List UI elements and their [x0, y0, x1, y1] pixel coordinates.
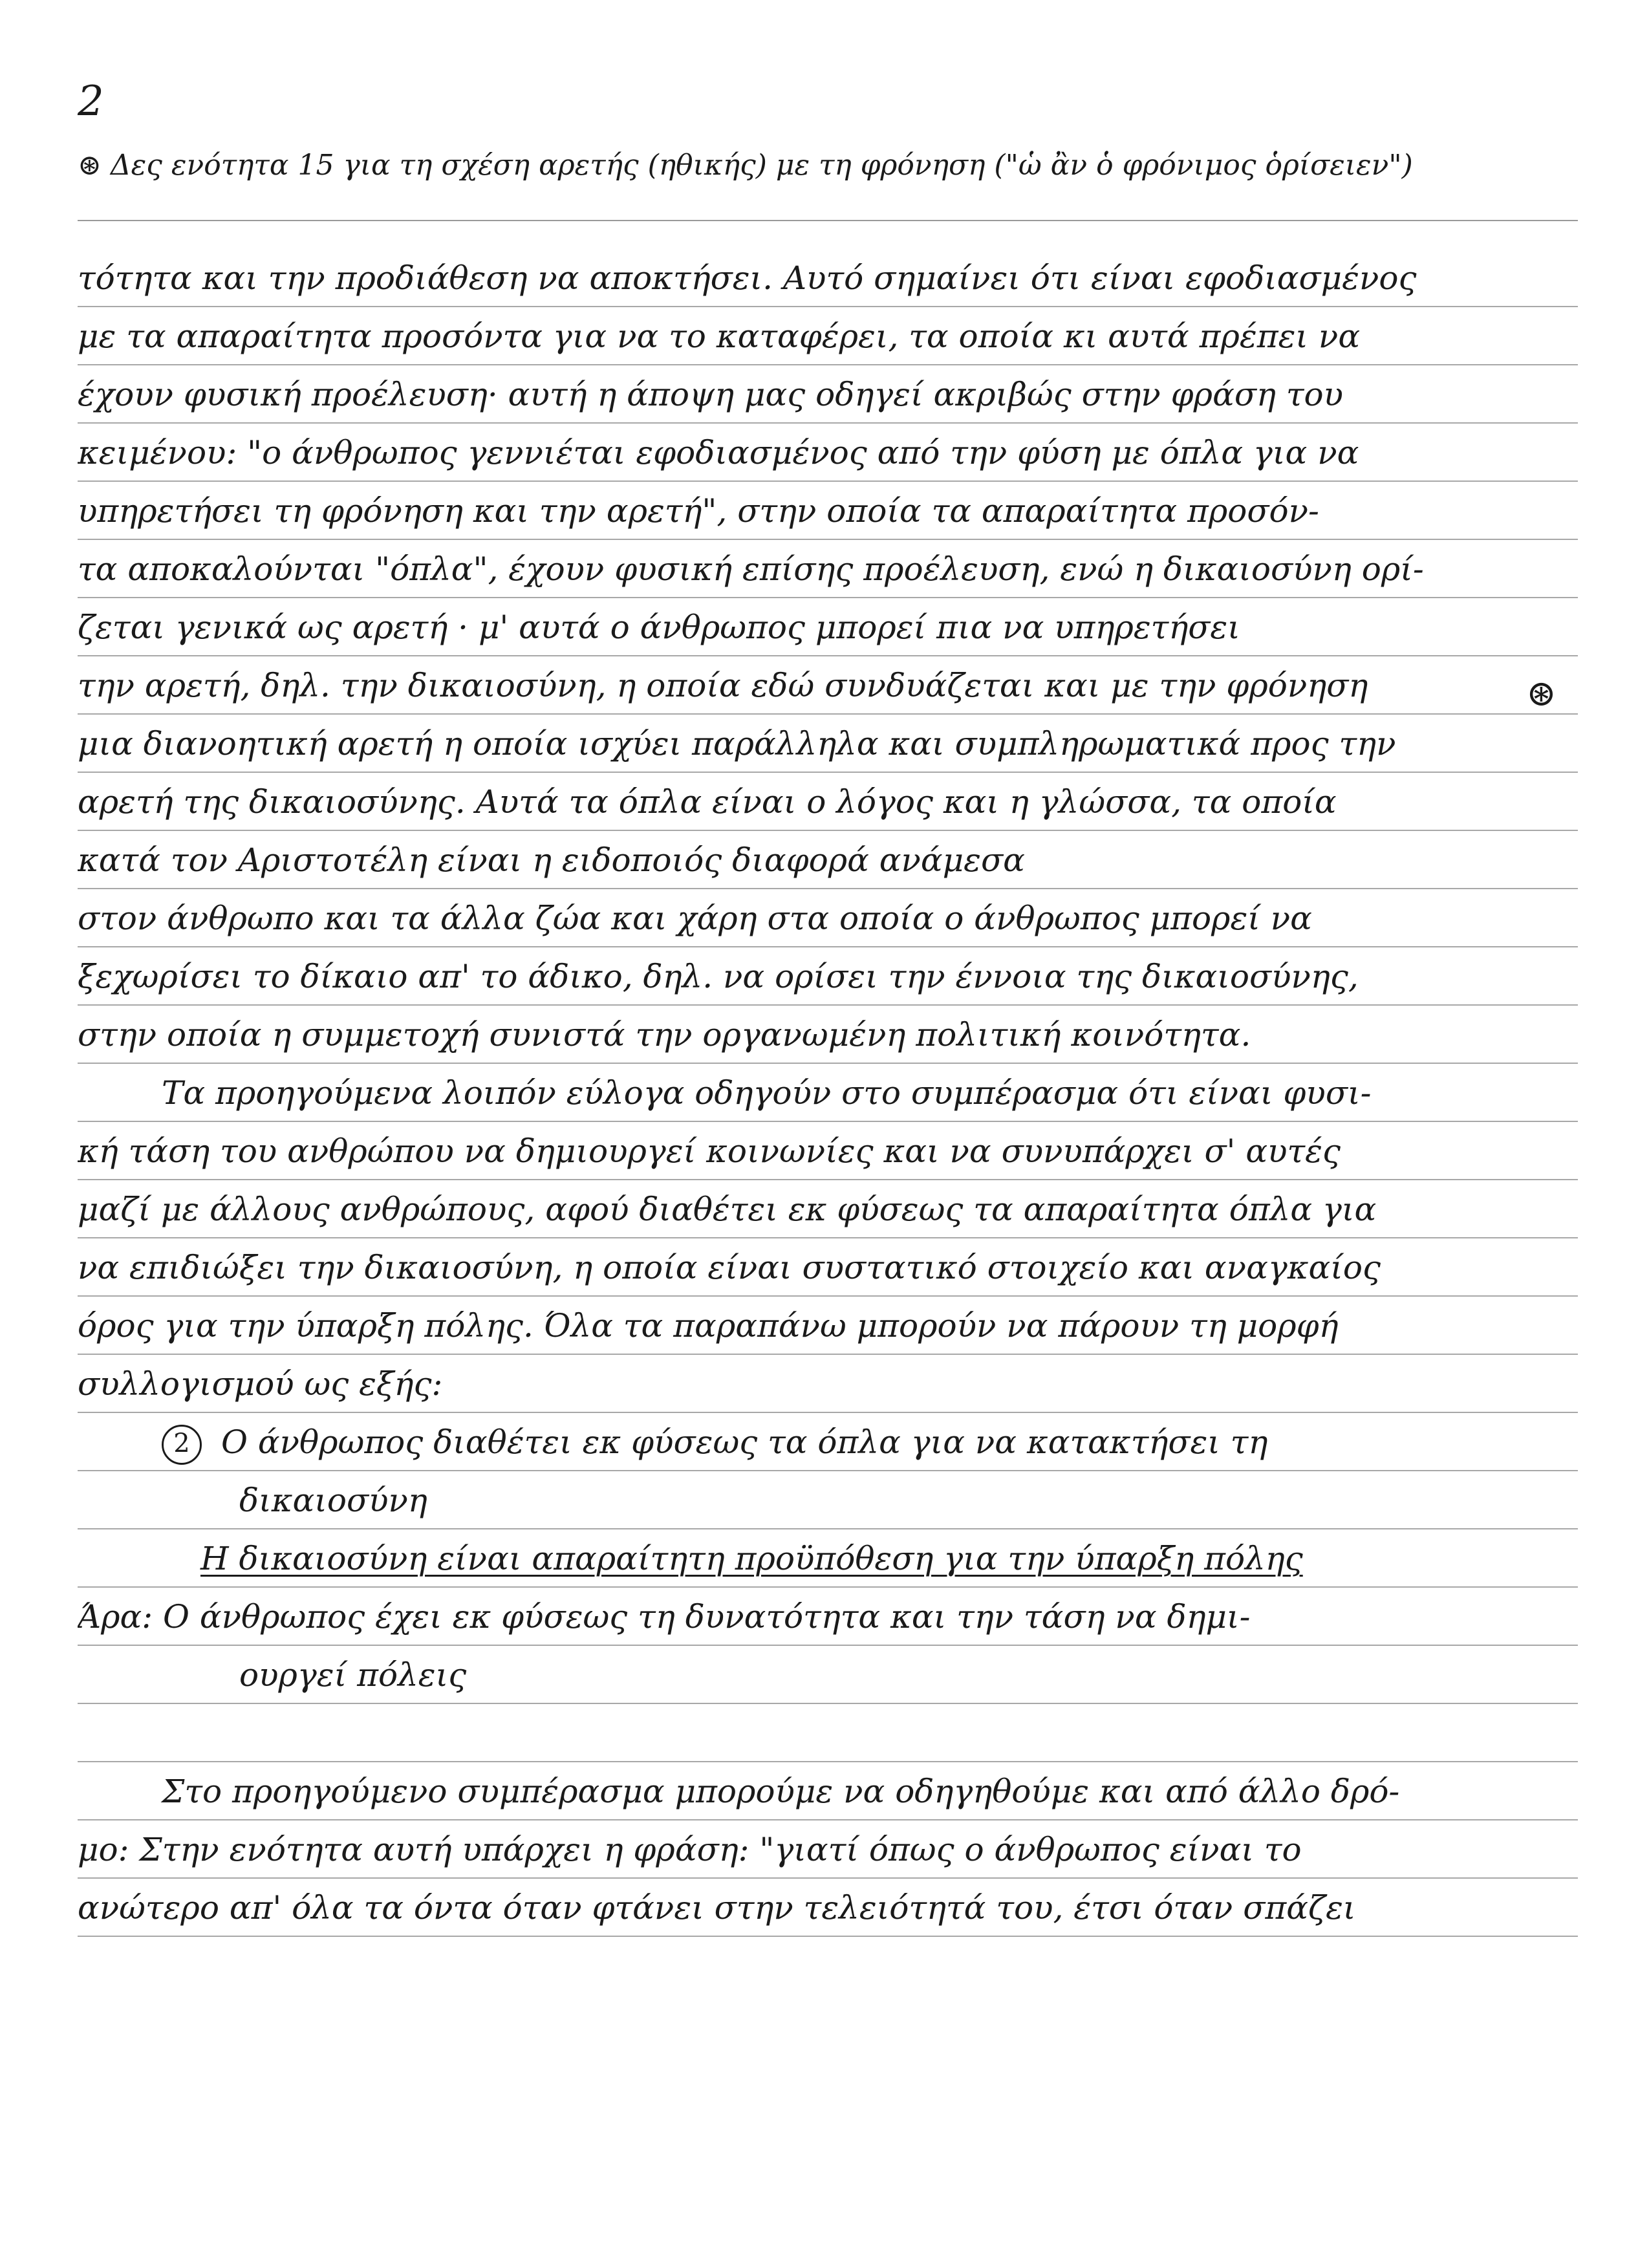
text-line: συλλογισμού ως εξής:	[78, 1355, 1578, 1413]
text-line: Τα προηγούμενα λοιπόν εύλογα οδηγούν στο συμπέρασμα ότι είναι φυσι-	[78, 1064, 1578, 1122]
text-line: αρετή της δικαιοσύνης. Αυτά τα όπλα είναι ο λόγος και η γλώσσα, τα οποία	[78, 773, 1578, 831]
text-line: τότητα και την προδιάθεση να αποκτήσει. Αυτό σημαίνει ότι είναι εφοδιασμένος	[78, 249, 1578, 307]
text-line: να επιδιώξει την δικαιοσύνη, η οποία είναι συστατικό στοιχείο και αναγκαίος	[78, 1238, 1578, 1297]
text-line: έχουν φυσική προέλευση· αυτή η άποψη μας οδηγεί ακριβώς στην φράση του	[78, 365, 1578, 424]
text-line: όρος για την ύπαρξη πόλης. Όλα τα παραπάνω μπορούν να πάρουν τη μορφή	[78, 1297, 1578, 1355]
premise-2-text: Η δικαιοσύνη είναι απαραίτητη προϋπόθεση για την ύπαρξη πόλης	[200, 1540, 1303, 1577]
premise-1-text: Ο άνθρωπος διαθέτει εκ φύσεως τα όπλα για να κατακτήσει τη	[221, 1423, 1268, 1461]
text-line: υπηρετήσει τη φρόνηση και την αρετή", στην οποία τα απαραίτητα προσόν-	[78, 482, 1578, 540]
text-line: κή τάση του ανθρώπου να δημιουργεί κοινωνίες και να συνυπάρχει σ' αυτές	[78, 1122, 1578, 1180]
text-line: Στο προηγούμενο συμπέρασμα μπορούμε να οδηγηθούμε και από άλλο δρό-	[78, 1762, 1578, 1820]
text-line: στον άνθρωπο και τα άλλα ζώα και χάρη στα οποία ο άνθρωπος μπορεί να	[78, 889, 1578, 947]
syllogism-premise-2	[78, 1529, 1578, 1588]
text-line: μια διανοητική αρετή η οποία ισχύει παράλληλα και συμπληρωματικά προς την	[78, 715, 1578, 773]
syllogism-premise-1	[78, 1413, 1578, 1471]
text-line: κατά τον Αριστοτέλη είναι η ειδοποιός διαφορά ανάμεσα	[78, 831, 1578, 889]
text-line: τα αποκαλούνται "όπλα", έχουν φυσική επίσης προέλευση, ενώ η δικαιοσύνη ορί-	[78, 540, 1578, 598]
text-line: ανώτερο απ' όλα τα όντα όταν φτάνει στην τελειότητά του, έτσι όταν σπάζει	[78, 1879, 1578, 1937]
header-rule	[78, 220, 1578, 221]
header-note: ⊛ Δες ενότητα 15 για τη σχέση αρετής (ηθικής) με τη φρόνηση ("ὡ ἂν ὁ φρόνιμος ὁρίσειεν")	[78, 149, 1413, 182]
text-line: μο: Στην ενότητα αυτή υπάρχει η φράση: "γιατί όπως ο άνθρωπος είναι το	[78, 1820, 1578, 1879]
text-line: με τα απαραίτητα προσόντα για να το καταφέρει, τα οποία κι αυτά πρέπει να	[78, 307, 1578, 365]
margin-star-mark: ⊛	[1526, 673, 1557, 715]
text-line: μαζί με άλλους ανθρώπους, αφού διαθέτει εκ φύσεως τα απαραίτητα όπλα για	[78, 1180, 1578, 1238]
syllogism-number: 2	[162, 1425, 202, 1465]
syllogism-conclusion: Άρα: Ο άνθρωπος έχει εκ φύσεως τη δυνατότητα και την τάση να δημι-	[78, 1588, 1578, 1646]
blank-ruled-line	[78, 1704, 1578, 1762]
text-line: ξεχωρίσει το δίκαιο απ' το άδικο, δηλ. να ορίσει την έννοια της δικαιοσύνης,	[78, 947, 1578, 1006]
syllogism-premise-1-cont: δικαιοσύνη	[78, 1471, 1578, 1529]
page-number: 2	[78, 78, 104, 125]
text-line: στην οποία η συμμετοχή συνιστά την οργανωμένη πολιτική κοινότητα.	[78, 1006, 1578, 1064]
text-line: την αρετή, δηλ. την δικαιοσύνη, η οποία εδώ συνδυάζεται και με την φρόνηση	[78, 656, 1578, 715]
syllogism-conclusion-cont: ουργεί πόλεις	[78, 1646, 1578, 1704]
text-line: κειμένου: "ο άνθρωπος γεννιέται εφοδιασμένος από την φύση με όπλα για να	[78, 424, 1578, 482]
text-line: ζεται γενικά ως αρετή · μ' αυτά ο άνθρωπος μπορεί πια να υπηρετήσει	[78, 598, 1578, 656]
